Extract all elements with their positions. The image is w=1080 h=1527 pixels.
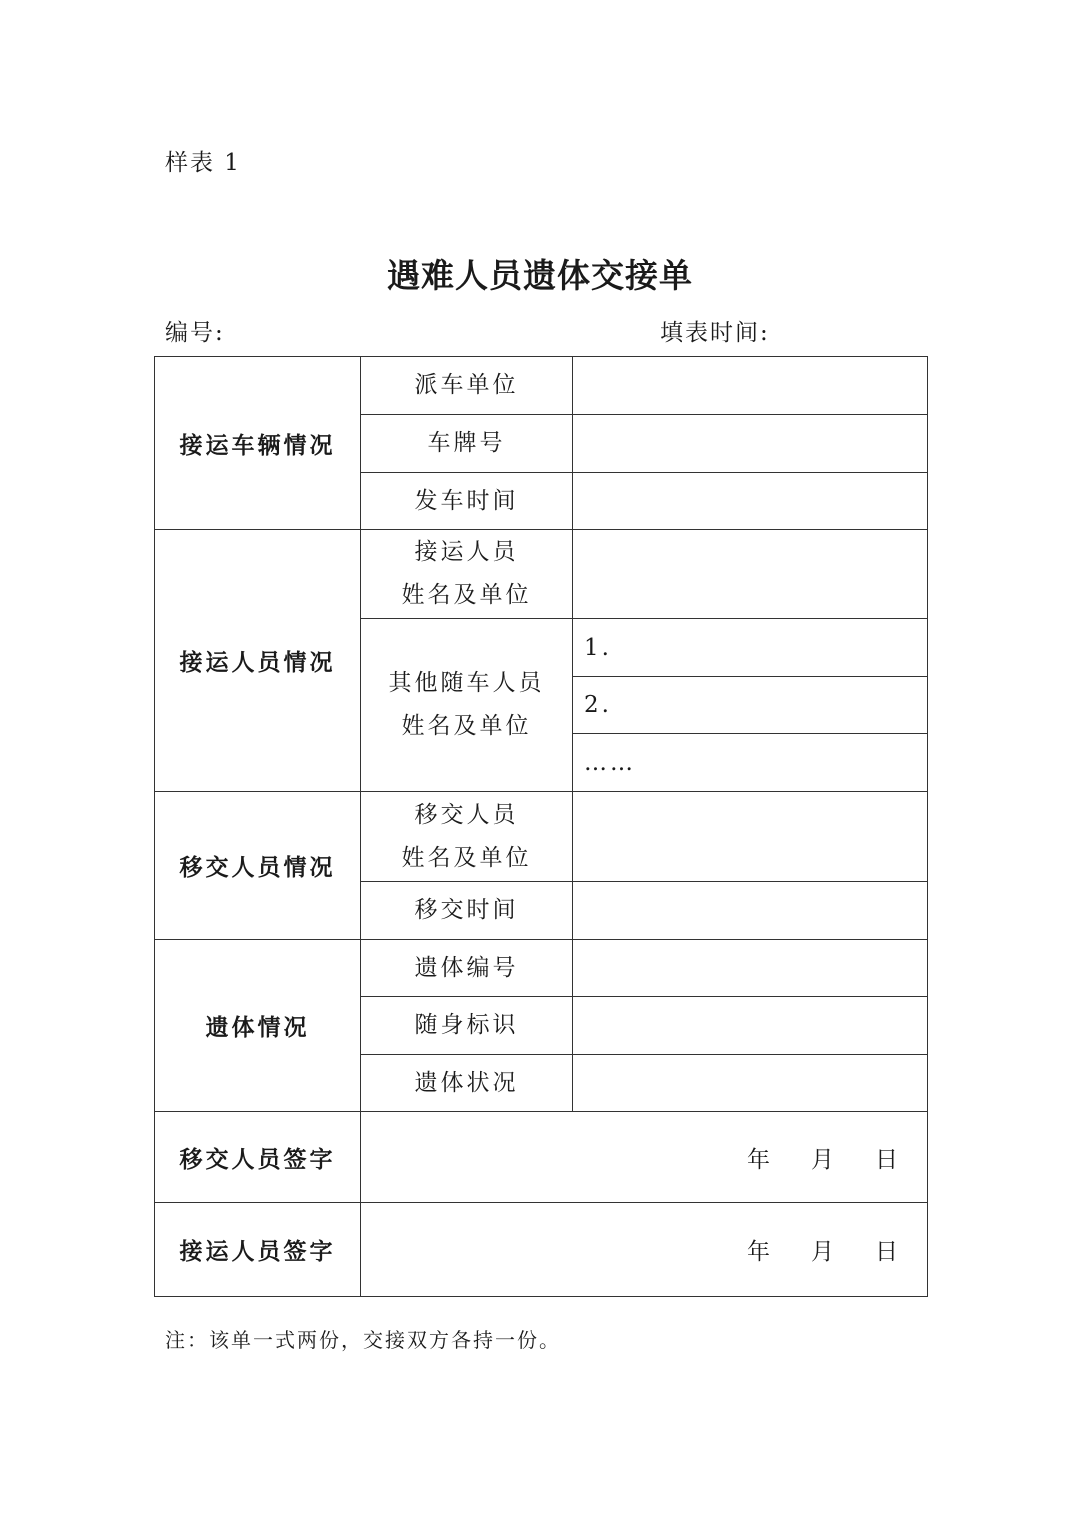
table-row	[155, 357, 928, 415]
serial-number-label: 编号:	[165, 320, 225, 346]
value-plate-number[interactable]	[573, 415, 928, 473]
value-other-staff-more[interactable]: ……	[573, 734, 928, 792]
field-handover-line1: 移交人员	[414, 801, 519, 828]
section-handover: 移交人员情况	[155, 792, 361, 940]
value-belongings[interactable]	[573, 997, 928, 1055]
value-dispatch-unit[interactable]	[573, 357, 928, 415]
value-handover-time[interactable]	[573, 882, 928, 940]
table-row	[155, 1112, 928, 1203]
field-remains-condition: 遗体状况	[361, 1055, 573, 1112]
fill-time-label: 填表时间:	[660, 320, 770, 346]
handover-form-table	[154, 356, 928, 1297]
table-row	[155, 1203, 928, 1297]
field-departure-time: 发车时间	[361, 473, 573, 530]
value-receiver-name-unit[interactable]	[573, 530, 928, 619]
field-other-staff-name-unit	[361, 619, 573, 792]
value-remains-condition[interactable]	[573, 1055, 928, 1112]
value-handover-person[interactable]	[573, 792, 928, 882]
table-row	[155, 530, 928, 619]
receiver-signature-field[interactable]	[361, 1203, 928, 1297]
value-other-staff-2[interactable]: 2.	[573, 677, 928, 734]
date-year: 年	[747, 1146, 773, 1173]
field-handover-line2: 姓名及单位	[401, 844, 532, 871]
field-plate-number: 车牌号	[361, 415, 573, 473]
field-receiver-name-unit	[361, 530, 573, 619]
handover-signature-field[interactable]	[361, 1112, 928, 1203]
date-day: 日	[875, 1239, 901, 1265]
page-title: 遇难人员遗体交接单	[387, 256, 693, 295]
date-month: 月	[811, 1239, 837, 1265]
section-vehicle: 接运车辆情况	[155, 357, 361, 530]
section-receiver-signature: 接运人员签字	[155, 1203, 361, 1297]
table-row	[155, 792, 928, 882]
sample-label: 样表 1	[165, 150, 241, 176]
field-belongings: 随身标识	[361, 997, 573, 1055]
section-remains: 遗体情况	[155, 940, 361, 1112]
section-personnel: 接运人员情况	[155, 530, 361, 792]
date-year: 年	[747, 1239, 773, 1265]
value-remains-number[interactable]	[573, 940, 928, 997]
field-receiver-line1: 接运人员	[414, 539, 519, 565]
field-dispatch-unit: 派车单位	[361, 357, 573, 415]
section-handover-signature: 移交人员签字	[155, 1112, 361, 1203]
field-handover-time: 移交时间	[361, 882, 573, 940]
field-other-staff-line1: 其他随车人员	[388, 670, 545, 696]
footer-note: 注：该单一式两份，交接双方各持一份。	[165, 1328, 561, 1352]
date-month: 月	[811, 1146, 837, 1173]
table-row	[155, 940, 928, 997]
value-other-staff-1[interactable]: 1.	[573, 619, 928, 677]
field-other-staff-line2: 姓名及单位	[401, 713, 532, 739]
field-receiver-line2: 姓名及单位	[401, 582, 532, 608]
value-departure-time[interactable]	[573, 473, 928, 530]
date-day: 日	[875, 1146, 901, 1173]
field-handover-person	[361, 792, 573, 882]
field-remains-number: 遗体编号	[361, 940, 573, 997]
